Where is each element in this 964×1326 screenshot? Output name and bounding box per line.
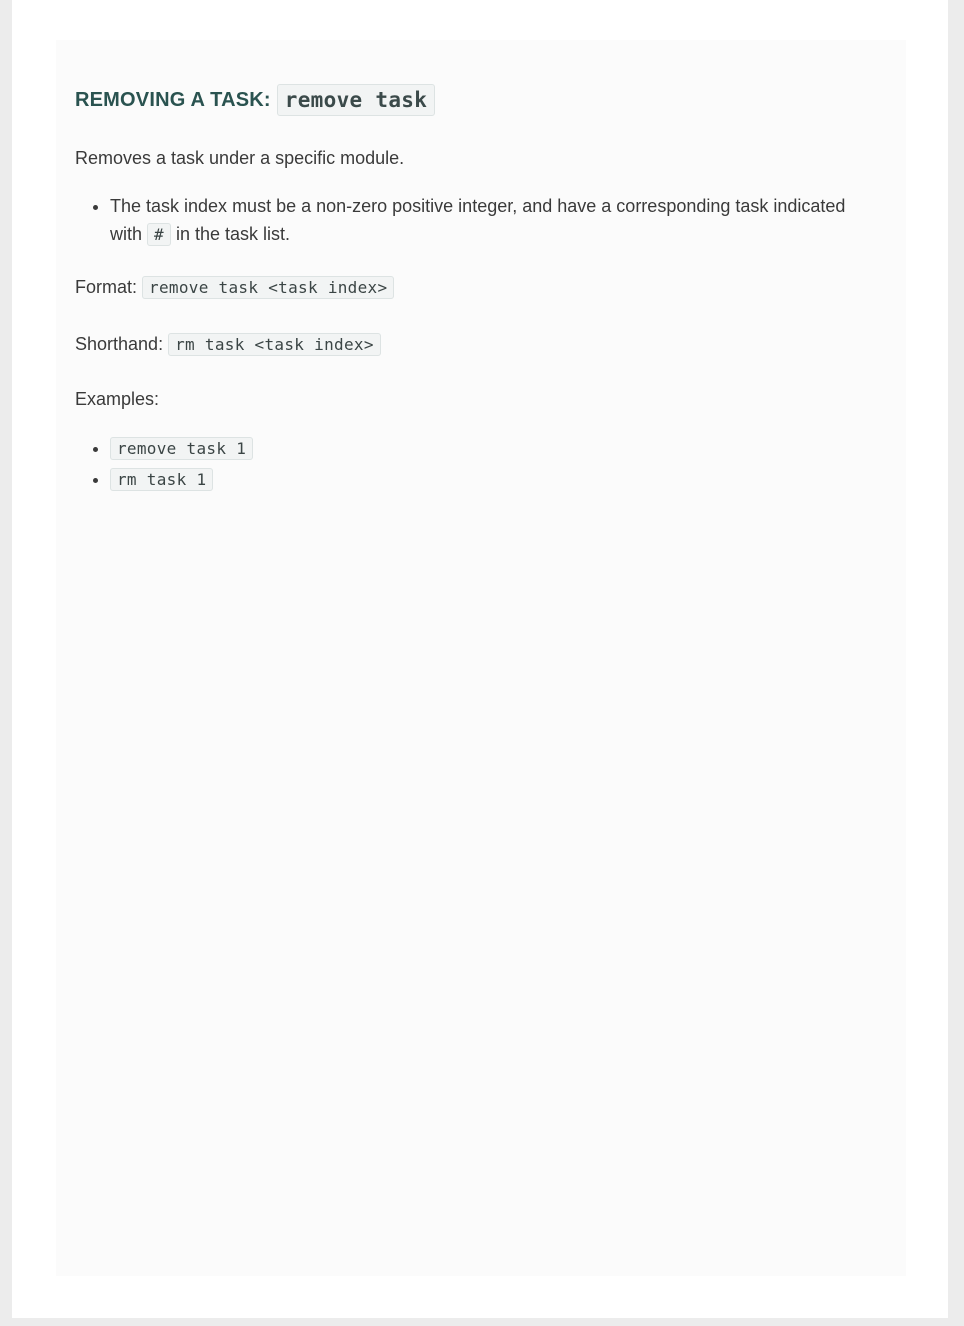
section-heading-code: remove task: [277, 84, 435, 116]
examples-label: Examples:: [75, 389, 160, 409]
format-line: [75, 273, 875, 302]
examples-list: [75, 433, 875, 495]
rule-text-after: in the task list.: [175, 224, 291, 244]
section-heading-text: REMOVING A TASK:: [75, 89, 271, 111]
content-panel: [56, 40, 906, 1276]
section-body: [75, 84, 875, 495]
example-item: [110, 464, 875, 495]
description: Removes a task under a specific module.: [75, 148, 405, 168]
shorthand-code: rm task <task index>: [168, 333, 381, 356]
shorthand-line: [75, 330, 875, 359]
rule-code: #: [147, 223, 171, 246]
format-code: remove task <task index>: [142, 276, 394, 299]
rule-text-before: The task index must be a non-zero positive integer, and have a corresponding task indicated with: [110, 196, 846, 244]
example-code: remove task 1: [110, 437, 253, 460]
rule-item: [110, 192, 875, 249]
page: [12, 0, 948, 1318]
example-code: rm task 1: [110, 468, 213, 491]
rule-list: [75, 192, 875, 249]
example-item: [110, 433, 875, 464]
shorthand-label: Shorthand:: [75, 334, 164, 354]
section-heading: [75, 84, 875, 116]
format-label: Format:: [75, 277, 138, 297]
